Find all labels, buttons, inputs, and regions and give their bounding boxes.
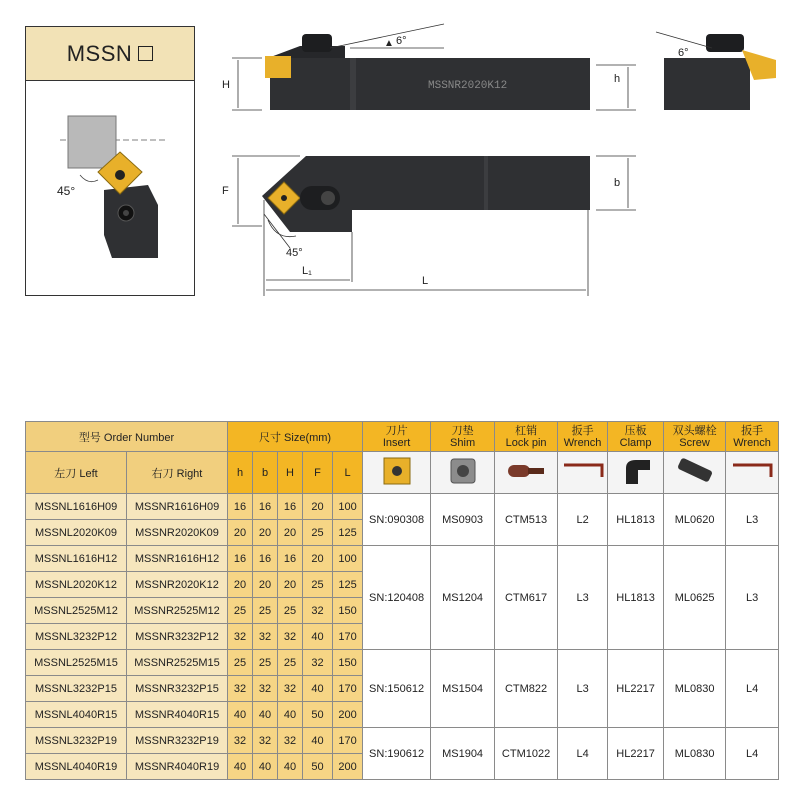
top-view <box>222 156 636 296</box>
wrench2-header: 扳手 Wrench <box>726 422 779 452</box>
wrench2-code: L4 <box>726 728 779 780</box>
val-b: 16 <box>253 494 278 520</box>
shim-code: MS1904 <box>431 728 495 780</box>
size-header: 尺寸 Size(mm) <box>228 422 363 452</box>
val-b: 32 <box>253 676 278 702</box>
screw-code: ML0620 <box>664 494 726 546</box>
col-F-header: F <box>303 452 333 494</box>
val-h: 32 <box>228 728 253 754</box>
dim-H-label: H <box>222 79 230 91</box>
val-b: 40 <box>253 754 278 780</box>
shim-code: MS1504 <box>431 650 495 728</box>
left-model: MSSNL1616H09 <box>26 494 127 520</box>
val-H: 32 <box>278 624 303 650</box>
dim-L1-label: L₁ <box>302 265 312 277</box>
left-model: MSSNL3232P19 <box>26 728 127 754</box>
table-row <box>26 650 779 676</box>
lockpin-header: 杠销 Lock pin <box>495 422 558 452</box>
val-b: 25 <box>253 598 278 624</box>
clamp-code: HL2217 <box>608 728 664 780</box>
right-model: MSSNR3232P19 <box>127 728 228 754</box>
lockpin-code: CTM1022 <box>495 728 558 780</box>
approach-angle-label: 45° <box>286 247 303 259</box>
val-b: 16 <box>253 546 278 572</box>
left-model: MSSNL2525M15 <box>26 650 127 676</box>
val-H: 25 <box>278 598 303 624</box>
screw-code: ML0625 <box>664 546 726 650</box>
shim-header: 刀垫 Shim <box>431 422 495 452</box>
val-h: 25 <box>228 598 253 624</box>
wrench-code: L4 <box>558 728 608 780</box>
shim-code: MS1204 <box>431 546 495 650</box>
val-F: 20 <box>303 494 333 520</box>
rake-angle-label: 6° <box>396 35 407 47</box>
val-h: 16 <box>228 546 253 572</box>
wrench2-image <box>726 452 779 494</box>
val-H: 32 <box>278 676 303 702</box>
right-model: MSSNR2525M12 <box>127 598 228 624</box>
insert-code: SN:090308 <box>363 494 431 546</box>
val-b: 25 <box>253 650 278 676</box>
clamp-code: HL1813 <box>608 494 664 546</box>
col-L-header: L <box>333 452 363 494</box>
lockpin-image <box>495 452 558 494</box>
wrench2-code: L3 <box>726 494 779 546</box>
clamp-header: 压板 Clamp <box>608 422 664 452</box>
order-number-header: 型号 Order Number <box>26 422 228 452</box>
left-header: 左刀 Left <box>26 452 127 494</box>
specification-table <box>25 421 779 780</box>
dim-h-label: h <box>614 73 621 85</box>
val-h: 20 <box>228 520 253 546</box>
val-h: 32 <box>228 676 253 702</box>
wrench-code: L2 <box>558 494 608 546</box>
val-L: 170 <box>333 728 363 754</box>
wrench-code: L3 <box>558 546 608 650</box>
detail-angle-label: 45° <box>57 184 76 198</box>
left-model: MSSNL2525M12 <box>26 598 127 624</box>
right-model: MSSNR3232P15 <box>127 676 228 702</box>
val-F: 32 <box>303 650 333 676</box>
val-h: 25 <box>228 650 253 676</box>
wrench-header: 扳手 Wrench <box>558 422 608 452</box>
val-b: 20 <box>253 520 278 546</box>
clamp-code: HL2217 <box>608 650 664 728</box>
right-model: MSSNR1616H09 <box>127 494 228 520</box>
table-row <box>26 728 779 754</box>
col-H-header: H <box>278 452 303 494</box>
end-angle-label: 6° <box>678 47 689 59</box>
val-F: 40 <box>303 624 333 650</box>
right-header: 右刀 Right <box>127 452 228 494</box>
val-F: 40 <box>303 728 333 754</box>
end-view <box>656 32 776 110</box>
table-row <box>26 494 779 520</box>
val-b: 40 <box>253 702 278 728</box>
screw-image <box>664 452 726 494</box>
detail-view <box>57 116 165 258</box>
table-body <box>26 494 779 780</box>
val-h: 16 <box>228 494 253 520</box>
val-H: 20 <box>278 520 303 546</box>
wrench2-code: L3 <box>726 546 779 650</box>
val-H: 16 <box>278 494 303 520</box>
right-model: MSSNR2525M15 <box>127 650 228 676</box>
insert-header: 刀片 Insert <box>363 422 431 452</box>
left-model: MSSNL1616H12 <box>26 546 127 572</box>
val-b: 32 <box>253 728 278 754</box>
shank-marking: MSSNR2020K12 <box>428 80 508 92</box>
lockpin-code: CTM822 <box>495 650 558 728</box>
dim-F-label: F <box>222 185 229 197</box>
lockpin-code: CTM617 <box>495 546 558 650</box>
screw-code: ML0830 <box>664 650 726 728</box>
val-h: 32 <box>228 624 253 650</box>
shim-image <box>431 452 495 494</box>
left-model: MSSNL3232P12 <box>26 624 127 650</box>
val-L: 100 <box>333 494 363 520</box>
shim-code: MS0903 <box>431 494 495 546</box>
right-model: MSSNR1616H12 <box>127 546 228 572</box>
val-L: 150 <box>333 650 363 676</box>
screw-code: ML0830 <box>664 728 726 780</box>
val-b: 32 <box>253 624 278 650</box>
val-L: 125 <box>333 572 363 598</box>
val-L: 200 <box>333 754 363 780</box>
right-model: MSSNR2020K09 <box>127 520 228 546</box>
right-model: MSSNR3232P12 <box>127 624 228 650</box>
right-model: MSSNR4040R15 <box>127 702 228 728</box>
val-h: 40 <box>228 754 253 780</box>
val-H: 32 <box>278 728 303 754</box>
val-H: 16 <box>278 546 303 572</box>
insert-code: SN:190612 <box>363 728 431 780</box>
screw-header: 双头螺栓 Screw <box>664 422 726 452</box>
svg-text:▲: ▲ <box>384 38 394 49</box>
side-view <box>222 24 636 110</box>
val-F: 32 <box>303 598 333 624</box>
dim-b-label: b <box>614 177 621 189</box>
clamp-code: HL1813 <box>608 546 664 650</box>
val-F: 25 <box>303 520 333 546</box>
series-title-text: MSSN <box>66 40 133 66</box>
val-L: 100 <box>333 546 363 572</box>
left-model: MSSNL4040R19 <box>26 754 127 780</box>
wrench2-code: L4 <box>726 650 779 728</box>
col-h-header: h <box>228 452 253 494</box>
val-F: 20 <box>303 546 333 572</box>
clamp-image <box>608 452 664 494</box>
wrench-code: L3 <box>558 650 608 728</box>
val-L: 125 <box>333 520 363 546</box>
val-H: 40 <box>278 702 303 728</box>
left-model: MSSNL4040R15 <box>26 702 127 728</box>
col-b-header: b <box>253 452 278 494</box>
val-h: 40 <box>228 702 253 728</box>
left-model: MSSNL2020K12 <box>26 572 127 598</box>
dim-L-label: L <box>422 275 429 287</box>
val-H: 20 <box>278 572 303 598</box>
val-H: 25 <box>278 650 303 676</box>
val-F: 25 <box>303 572 333 598</box>
insert-code: SN:120408 <box>363 546 431 650</box>
val-L: 200 <box>333 702 363 728</box>
val-h: 20 <box>228 572 253 598</box>
val-F: 40 <box>303 676 333 702</box>
val-F: 50 <box>303 702 333 728</box>
val-b: 20 <box>253 572 278 598</box>
right-model: MSSNR4040R19 <box>127 754 228 780</box>
table-row <box>26 546 779 572</box>
lockpin-code: CTM513 <box>495 494 558 546</box>
wrench-image <box>558 452 608 494</box>
val-L: 170 <box>333 624 363 650</box>
insert-image <box>363 452 431 494</box>
left-model: MSSNL3232P15 <box>26 676 127 702</box>
left-model: MSSNL2020K09 <box>26 520 127 546</box>
insert-code: SN:150612 <box>363 650 431 728</box>
val-L: 150 <box>333 598 363 624</box>
val-L: 170 <box>333 676 363 702</box>
val-F: 50 <box>303 754 333 780</box>
right-model: MSSNR2020K12 <box>127 572 228 598</box>
val-H: 40 <box>278 754 303 780</box>
